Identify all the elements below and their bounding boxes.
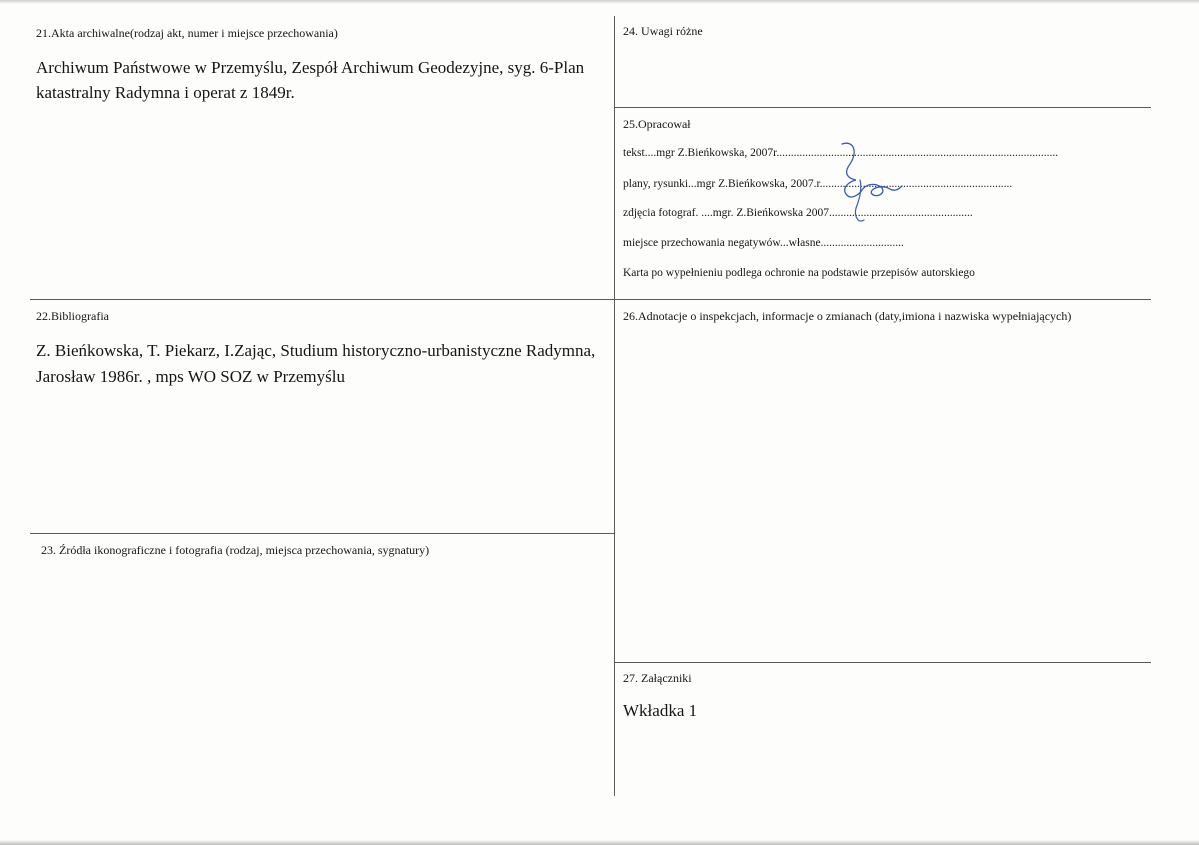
- section-23-label: 23. Źródła ikonograficzne i fotografia (rodzaj, miejsca przechowania, sygnatury): [41, 543, 430, 557]
- section-21-line-2: katastralny Radymna i operat z 1849r.: [36, 83, 295, 102]
- divider-section-22: [30, 299, 615, 300]
- divider-section-27: [614, 662, 1151, 663]
- section-21-line-1: Archiwum Państwowe w Przemyślu, Zespół Archiwum Geodezyjne, syg. 6-Plan: [36, 58, 585, 77]
- section-22-line-2: Jarosław 1986r. , mps WO SOZ w Przemyślu: [36, 367, 345, 386]
- section-27-attachment: Wkładka 1: [623, 701, 698, 720]
- section-26-label: 26.Adnotacje o inspekcjach, informacje o zmianach (daty,imiona i nazwiska wypełniających): [623, 309, 1072, 323]
- section-27-label: 27. Załączniki: [623, 671, 692, 685]
- section-24-label: 24. Uwagi różne: [623, 24, 703, 38]
- section-21-label: 21.Akta archiwalne(rodzaj akt, numer i miejsce przechowania): [36, 26, 338, 40]
- divider-section-25: [614, 107, 1151, 108]
- section-25-plans-author: plany, rysunki...mgr Z.Bieńkowska, 2007.r...................................................................: [623, 178, 1013, 190]
- scan-edge-top: [0, 0, 1199, 4]
- section-25-copyright-note: Karta po wypełnieniu podlega ochronie na podstawie przepisów autorskiego: [623, 267, 975, 279]
- column-divider: [614, 16, 615, 796]
- divider-section-23: [30, 533, 615, 534]
- section-25-photos-author: zdjęcia fotograf. ....mgr. Z.Bieńkowska 2007..................................................: [623, 207, 973, 219]
- section-25-negatives-location: miejsce przechowania negatywów...własne.............................: [623, 237, 904, 249]
- signature-mark: [836, 138, 906, 230]
- divider-section-26: [614, 299, 1151, 300]
- section-22-label: 22.Bibliografia: [36, 309, 109, 323]
- section-25-text-author: tekst....mgr Z.Bieńkowska, 2007r..................................................................................................: [623, 147, 1059, 159]
- section-22-line-1: Z. Bieńkowska, T. Piekarz, I.Zając, Studium historyczno-urbanistyczne Radymna,: [36, 341, 596, 360]
- section-25-label: 25.Opracował: [623, 117, 691, 131]
- scan-edge-bottom: [0, 840, 1199, 845]
